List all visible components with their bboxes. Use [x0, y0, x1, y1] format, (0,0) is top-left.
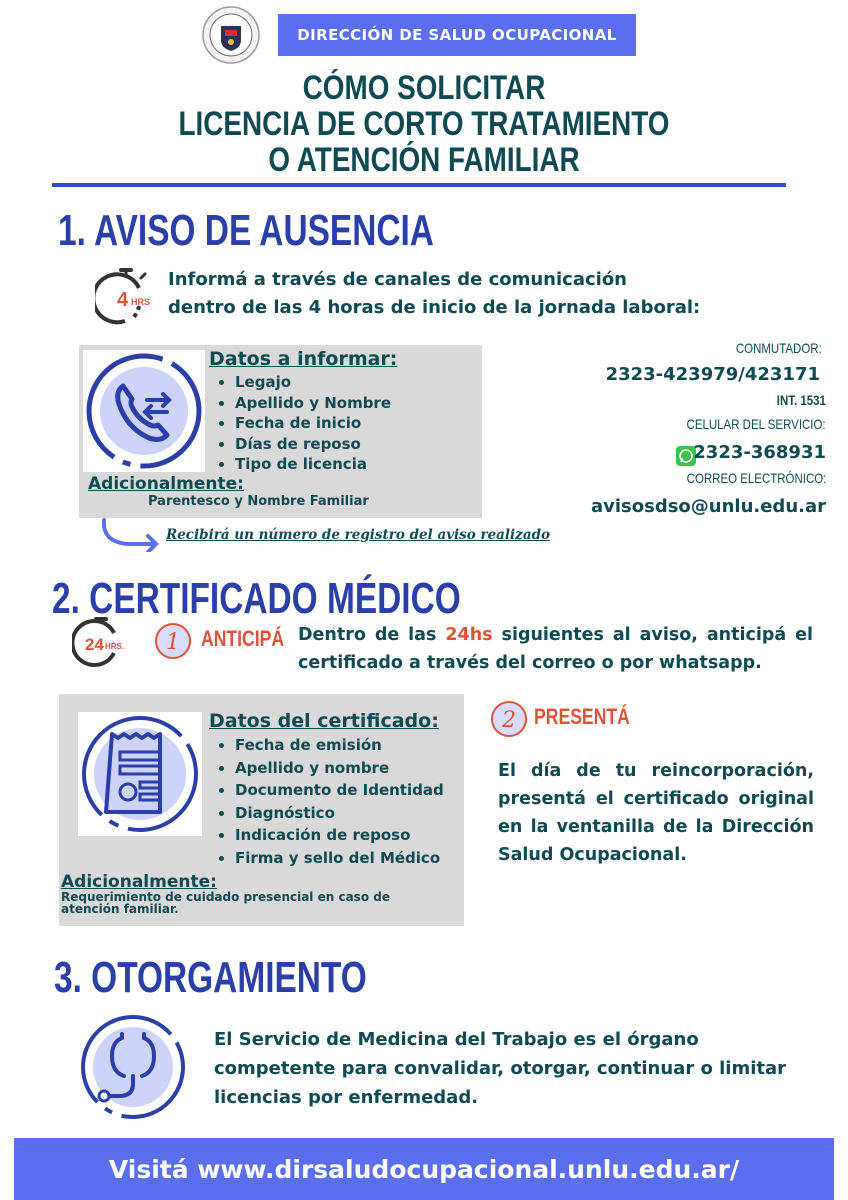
clock-4-label: 4: [117, 289, 129, 311]
step1-label: ANTICIPÁ: [201, 626, 285, 651]
list-item: • Firma y sello del Médico: [235, 847, 444, 870]
section3-heading: 3. OTORGAMIENTO: [54, 953, 367, 1002]
stethoscope-icon: [78, 1012, 188, 1122]
register-note: Recibirá un número de registro del aviso realizado: [166, 527, 551, 543]
title-line-3: O ATENCIÓN FAMILIAR: [268, 141, 580, 179]
clock-24-label: 24: [85, 635, 104, 654]
university-seal-icon: [202, 6, 260, 64]
step1-highlight: 24hs: [445, 625, 493, 645]
list-item: • Días de reposo: [235, 434, 391, 455]
step2-label: PRESENTÁ: [534, 704, 630, 729]
intro-line-1: Informá a través de canales de comunicación: [168, 269, 627, 290]
clock-4hrs-icon: [95, 266, 155, 326]
section2-heading: 2. CERTIFICADO MÉDICO: [52, 574, 461, 623]
page-title: [0, 70, 848, 178]
certificate-icon: [78, 712, 202, 836]
clock-24-unit: HRS.: [105, 642, 125, 651]
list-item: • Documento de Identidad: [235, 779, 444, 802]
step1-text: [298, 621, 813, 677]
section1-intro: [168, 266, 728, 322]
datos-certificado-list: [215, 734, 444, 869]
list-item: • Fecha de emisión: [235, 734, 444, 757]
section1-heading: 1. AVISO DE AUSENCIA: [58, 206, 434, 255]
footer-website-link[interactable]: Visitá www.dirsaludocupacional.unlu.edu.ar/: [14, 1138, 834, 1200]
cell-label: CELULAR DEL SERVICIO:: [686, 416, 826, 432]
phone-icon: [83, 350, 205, 472]
list-item: • Indicación de reposo: [235, 824, 444, 847]
step1-circle: [154, 622, 192, 660]
step2-number: 2: [502, 708, 516, 733]
datos-informar-title: Datos a informar:: [209, 348, 398, 370]
list-item: • Legajo: [235, 372, 391, 393]
datos-informar-list: [215, 372, 391, 475]
intro-line-2: dentro de las 4 horas de inicio de la jornada laboral:: [168, 297, 701, 318]
list-item: • Apellido y Nombre: [235, 393, 391, 414]
list-item: • Fecha de inicio: [235, 413, 391, 434]
clock-4-unit: HRS: [131, 297, 151, 307]
title-divider: [52, 183, 786, 187]
extension-value: INT. 1531: [776, 392, 826, 408]
title-line-2: LICENCIA DE CORTO TRATAMIENTO: [178, 105, 670, 143]
title-line-1: CÓMO SOLICITAR: [302, 69, 546, 107]
step2-circle: [490, 700, 528, 738]
list-item: • Apellido y nombre: [235, 757, 444, 780]
step1-text-after: siguientes al aviso, anticipá el certificado a través del correo o por whatsapp.: [298, 625, 814, 673]
step2-text: El día de tu reincorporación, presentá el certificado original en la ventanilla de la Dirección Salud Ocupacional.: [498, 761, 814, 865]
step1-text-before: Dentro de las: [298, 625, 446, 645]
additional-label: Adicionalmente:: [88, 474, 244, 494]
step1-number: 1: [166, 630, 180, 655]
switchboard-value: 2323-423979/423171: [605, 364, 820, 385]
email-value[interactable]: avisosdso@unlu.edu.ar: [590, 496, 826, 517]
curved-arrow-icon: [98, 516, 162, 552]
additional-text: Parentesco y Nombre Familiar: [148, 494, 369, 509]
clock-24hrs-icon: [72, 615, 134, 671]
cell-value: 2323-368931: [693, 442, 826, 463]
email-label: CORREO ELECTRÓNICO:: [686, 470, 826, 486]
header-banner: DIRECCIÓN DE SALUD OCUPACIONAL: [278, 14, 636, 56]
switchboard-label: CONMUTADOR:: [736, 340, 822, 356]
additional-label-2: Adicionalmente:: [61, 872, 217, 892]
additional-text-2: Requerimiento de cuidado presencial en caso de atención familiar.: [61, 890, 390, 916]
list-item: • Tipo de licencia: [235, 454, 391, 475]
section3-text: El Servicio de Medicina del Trabajo es el órgano competente para convalidar, otorgar, continuar o limitar licencias por enfermedad.: [214, 1029, 787, 1108]
list-item: • Diagnóstico: [235, 802, 444, 825]
datos-certificado-title: Datos del certificado:: [209, 710, 439, 732]
